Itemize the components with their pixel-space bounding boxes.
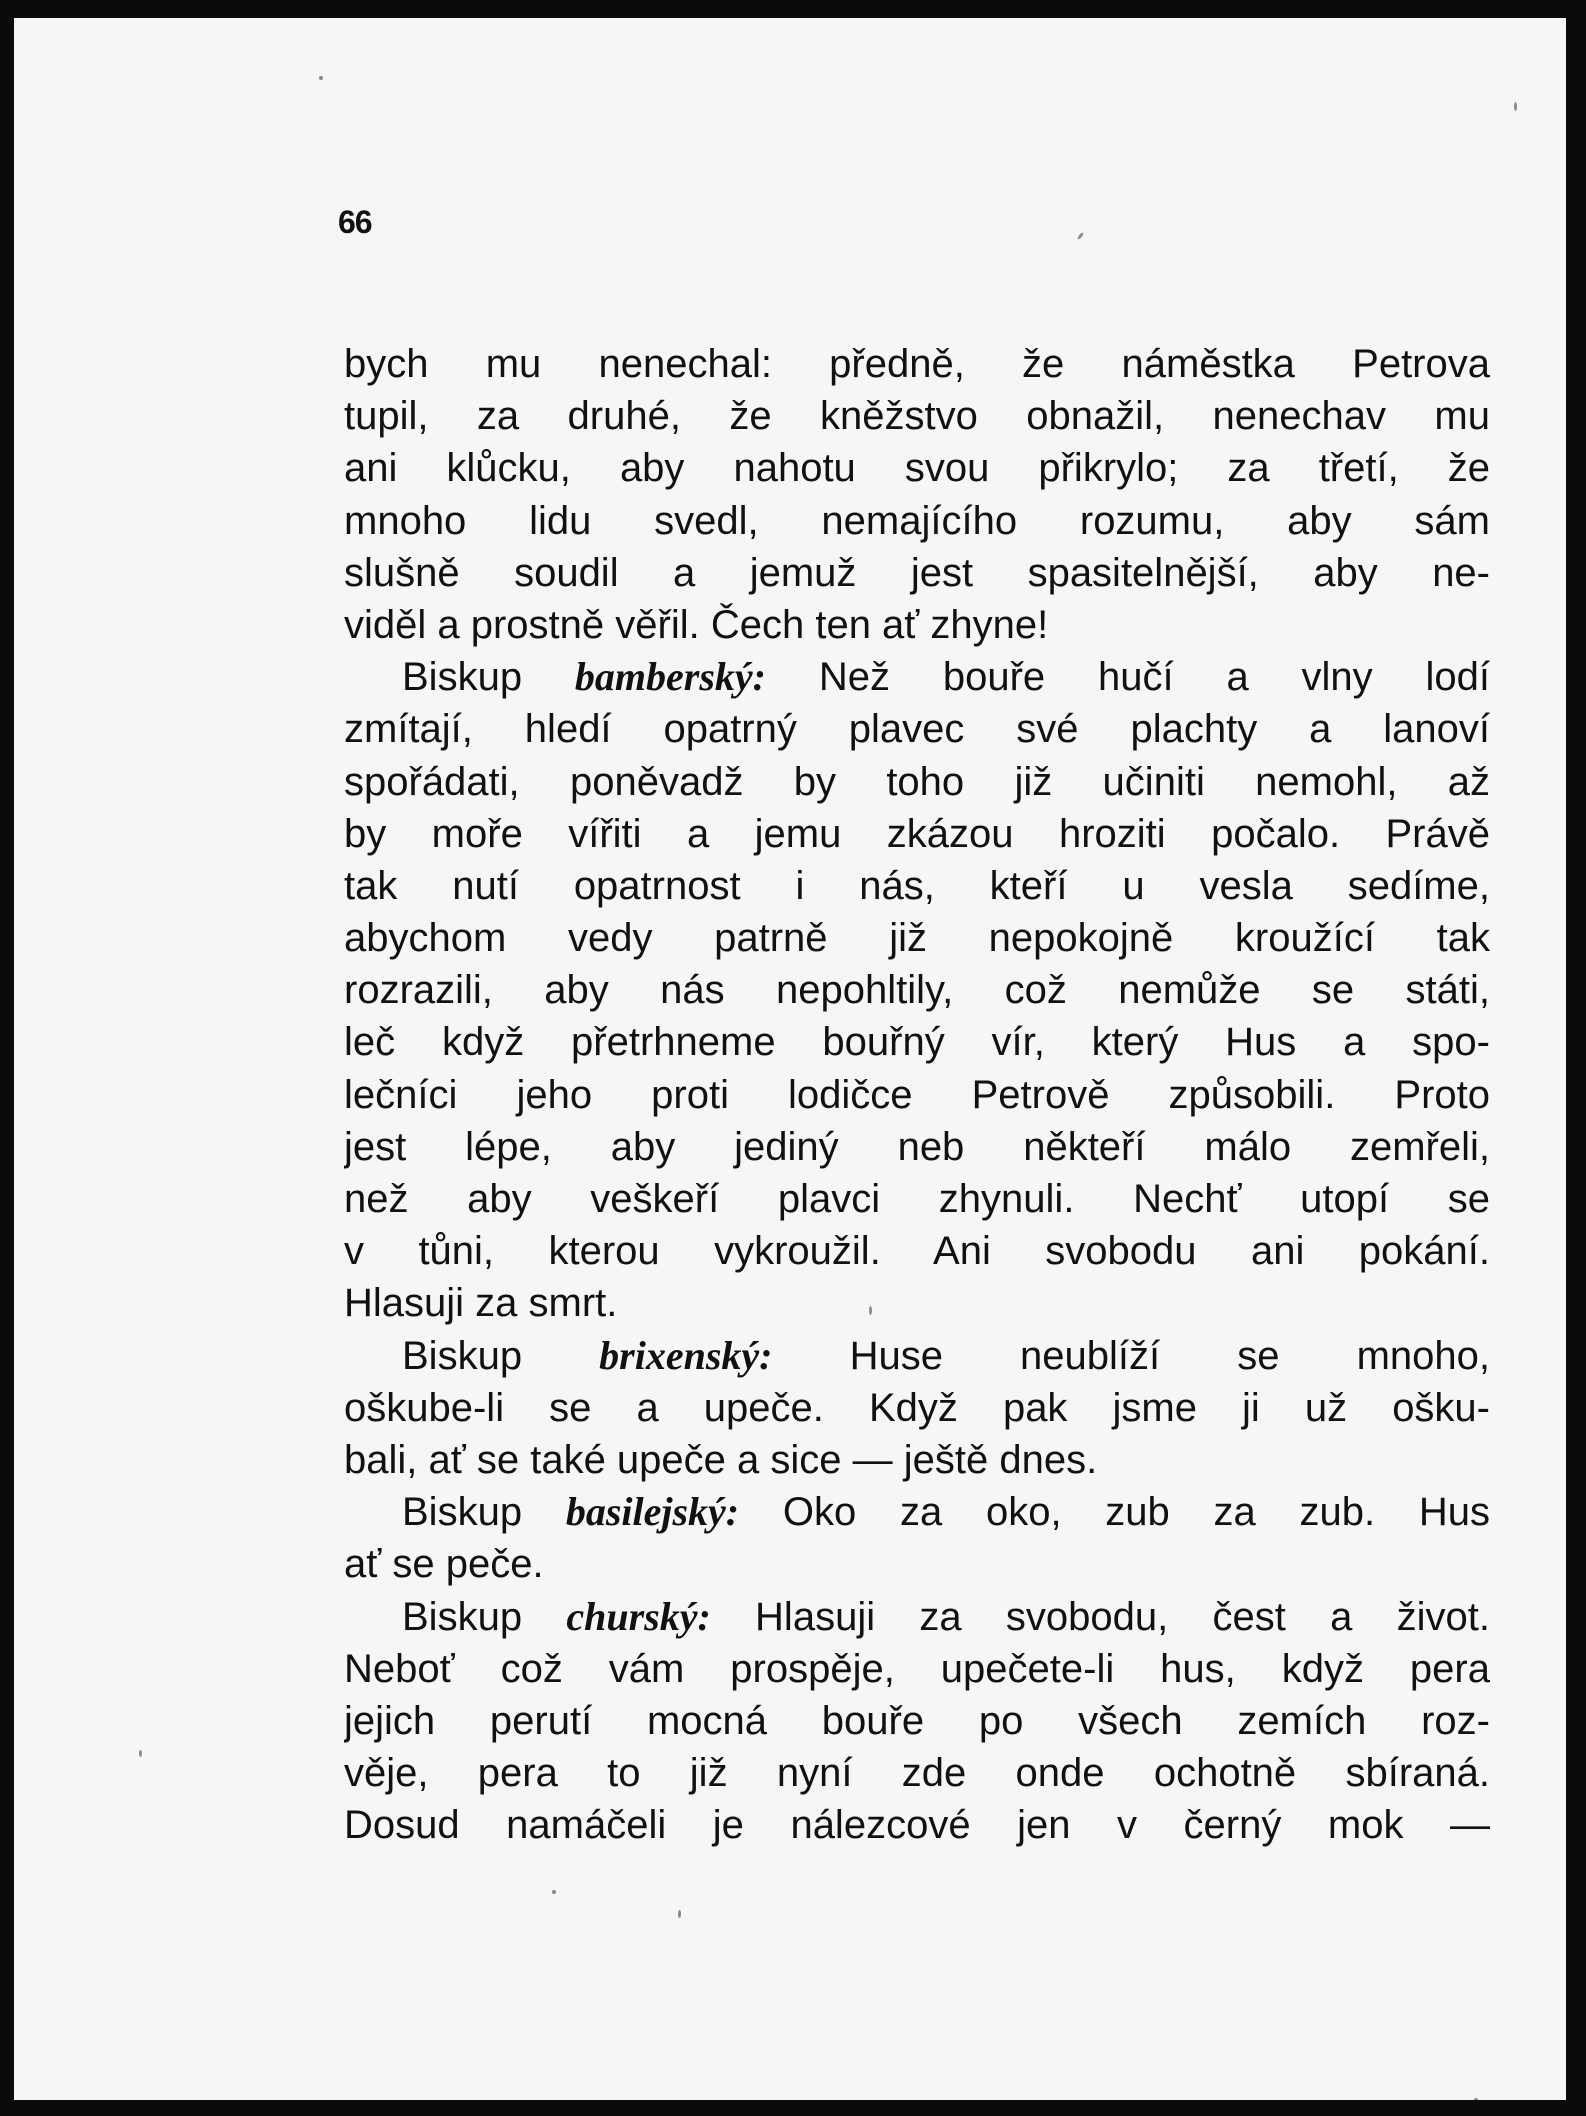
line-rest: Hlasuji za svobodu, čest a život. bbox=[755, 1594, 1490, 1639]
speaker-name: basilejský: bbox=[565, 1489, 740, 1535]
paragraph-first-line bbox=[344, 1330, 1490, 1382]
text-line: Dosud namáčeli je nálezcové jen v černý mok — bbox=[344, 1803, 1490, 1848]
text-line: spořádati, poněvadž by toho již učiniti nemohl, až bbox=[344, 759, 1490, 804]
text-line: ať se peče. bbox=[344, 1542, 544, 1587]
body-text bbox=[344, 338, 1490, 1851]
speaker-prefix: Biskup bbox=[402, 1490, 523, 1535]
paragraph-first-line bbox=[344, 1591, 1490, 1643]
text-line: jejich perutí mocná bouře po všech zemích roz- bbox=[344, 1698, 1490, 1743]
text-line: v tůni, kterou vykroužil. Ani svobodu ani pokání. bbox=[344, 1229, 1490, 1274]
paper-speck bbox=[139, 1750, 142, 1757]
line-rest: Než bouře hučí a vlny lodí bbox=[818, 655, 1490, 700]
text-line: věje, pera to již nyní zde onde ochotně sbíraná. bbox=[344, 1751, 1490, 1796]
text-line: Hlasuji za smrt. bbox=[344, 1281, 618, 1326]
text-line: než aby veškeří plavci zhynuli. Nechť utopí se bbox=[344, 1177, 1490, 1221]
speaker-prefix: Biskup bbox=[402, 1333, 523, 1378]
speaker-prefix: Biskup bbox=[402, 1594, 523, 1639]
text-line: zmítají, hledí opatrný plavec své plachty a lanoví bbox=[344, 707, 1490, 752]
line-rest: Huse neublíží se mnoho, bbox=[849, 1333, 1490, 1378]
text-line: by moře vířiti a jemu zkázou hroziti počalo. Právě bbox=[344, 811, 1490, 856]
text-line: rozrazili, aby nás nepohltily, což nemůže se státi, bbox=[344, 968, 1490, 1013]
book-page bbox=[14, 18, 1566, 2100]
text-line: lečníci jeho proti lodičce Petrově způsobili. Proto bbox=[344, 1072, 1490, 1117]
speaker-name: brixenský: bbox=[599, 1332, 773, 1378]
text-line: Neboť což vám prospěje, upečete-li hus, když pera bbox=[344, 1646, 1490, 1691]
text-line: tupil, za druhé, že kněžstvo obnažil, nenechav mu bbox=[344, 394, 1490, 439]
text-line: slušně soudil a jemuž jest spasitelnější, aby ne- bbox=[344, 550, 1490, 595]
text-line: ani klůcku, aby nahotu svou přikrylo; za třetí, že bbox=[344, 446, 1490, 491]
speaker-prefix: Biskup bbox=[402, 655, 523, 700]
text-line: mnoho lidu svedl, nemajícího rozumu, aby sám bbox=[344, 498, 1490, 543]
paper-speck bbox=[319, 76, 323, 80]
text-line: bali, ať se také upeče a sice — ještě dnes. bbox=[344, 1437, 1098, 1482]
text-line: oškube-li se a upeče. Když pak jsme ji už ošku- bbox=[344, 1385, 1490, 1430]
text-line: abychom vedy patrně již nepokojně kroužící tak bbox=[344, 916, 1490, 961]
line-rest: Oko za oko, zub za zub. Hus bbox=[782, 1490, 1490, 1535]
paper-speck bbox=[678, 1910, 681, 1918]
text-line: viděl a prostně věřil. Čech ten ať zhyne! bbox=[344, 602, 1049, 647]
page-number: 66 bbox=[338, 204, 372, 240]
paper-speck bbox=[1077, 232, 1084, 240]
paragraph-first-line bbox=[344, 651, 1490, 703]
paper-speck bbox=[1514, 102, 1517, 111]
paper-speck bbox=[552, 1890, 556, 1894]
text-line: bych mu nenechal: předně, že náměstka Petrova bbox=[344, 342, 1490, 386]
speaker-name: bamberský: bbox=[574, 654, 766, 700]
paper-speck bbox=[1474, 2098, 1478, 2100]
speaker-name: churský: bbox=[566, 1593, 711, 1639]
text-line: leč když přetrhneme bouřný vír, který Hus a spo- bbox=[344, 1020, 1490, 1065]
text-line: jest lépe, aby jediný neb někteří málo zemřeli, bbox=[344, 1124, 1490, 1169]
text-line: tak nutí opatrnost i nás, kteří u vesla sedíme, bbox=[344, 863, 1490, 908]
paragraph-first-line bbox=[344, 1486, 1490, 1538]
